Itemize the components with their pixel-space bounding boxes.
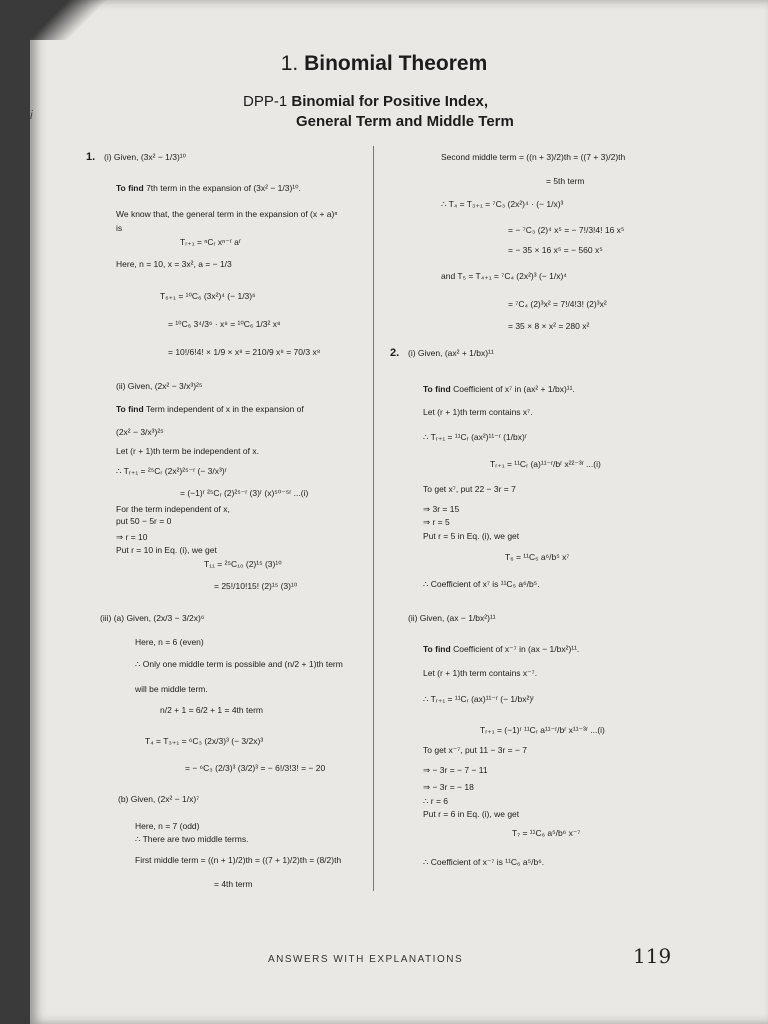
margin-mark: i	[30, 108, 33, 122]
solution-line	[116, 533, 147, 542]
solution-line	[185, 764, 325, 773]
solution-text: Tᵣ₊₁ = ⁿCᵣ xⁿ⁻ʳ aʳ	[180, 237, 241, 247]
solution-line	[116, 517, 171, 526]
solution-line	[441, 200, 563, 209]
solution-line	[441, 272, 567, 281]
solution-text: ∴ Tᵣ₊₁ = ¹¹Cᵣ (ax)¹¹⁻ʳ (− 1/bx²)ʳ	[423, 694, 535, 704]
solution-line	[423, 645, 579, 654]
dpp-label: DPP-1	[243, 93, 288, 110]
dpp-heading	[243, 93, 488, 110]
solution-text: (iii) (a) Given, (2x/3 − 3/2x)⁶	[100, 613, 205, 623]
solution-line	[512, 829, 580, 838]
solution-line	[135, 685, 208, 694]
solution-text: First middle term = ((n + 1)/2)th = ((7 + 1)/2)th = (8/2)th	[135, 855, 342, 865]
solution-text: Tᵣ₊₁ = ¹¹Cᵣ (a)¹¹⁻ʳ/bʳ x²²⁻³ʳ ...(i)	[490, 459, 601, 469]
solution-line	[508, 300, 607, 309]
solution-line	[180, 238, 241, 247]
solution-text: = 35 × 8 × x² = 280 x²	[508, 321, 590, 331]
solution-text: Coefficient of x⁷ in (ax² + 1/bx)¹¹.	[453, 384, 575, 394]
solution-text: will be middle term.	[135, 684, 208, 694]
solution-line	[423, 505, 459, 514]
footer-label: ANSWERS WITH EXPLANATIONS	[268, 954, 464, 965]
solution-text: ∴ Only one middle term is possible and (n/2 + 1)th term	[135, 659, 343, 669]
solution-line	[214, 582, 297, 591]
solution-line	[116, 260, 232, 269]
solution-line	[135, 835, 248, 844]
solution-text: and T₅ = T₄₊₁ = ⁷C₄ (2x²)³ (− 1/x)⁴	[441, 271, 567, 281]
solution-line	[116, 184, 301, 193]
solution-line	[160, 706, 263, 715]
solution-text: Let (r + 1)th term contains x⁻⁷.	[423, 668, 538, 678]
solution-line	[423, 385, 575, 394]
solution-text: We know that, the general term in the expansion of (x + a)ⁿ	[116, 209, 338, 219]
solution-text: = 5th term	[546, 176, 585, 186]
solution-text: ⇒ r = 10	[116, 532, 148, 542]
solution-text: Let (r + 1)th term be independent of x.	[116, 446, 259, 456]
solution-text: ∴ Coefficient of x⁻⁷ is ¹¹C₆ a⁵/b⁶.	[423, 857, 545, 867]
solution-text: n/2 + 1 = 6/2 + 1 = 4th term	[160, 705, 264, 715]
solution-text: ∴ Tᵣ₊₁ = ²⁵Cᵣ (2x²)²⁵⁻ʳ (− 3/x³)ʳ	[116, 466, 227, 476]
solution-line	[160, 292, 256, 301]
solution-line	[423, 433, 527, 442]
solution-text: Here, n = 6 (even)	[135, 637, 204, 647]
solution-text: T₄ = T₃₊₁ = ⁶C₃ (2x/3)³ (− 3/2x)³	[145, 736, 264, 746]
solution-line	[214, 880, 253, 889]
solution-line	[423, 669, 537, 678]
solution-text: (i) Given, (3x² − 1/3)¹⁰	[104, 152, 187, 162]
solution-text: ∴ Coefficient of x⁷ is ¹¹C₅ a⁶/b⁵.	[423, 579, 540, 589]
solution-text: ⇒ r = 5	[423, 517, 450, 527]
solution-line	[104, 153, 186, 162]
solution-line	[423, 518, 450, 527]
solution-line	[423, 810, 519, 819]
solution-text: Tᵣ₊₁ = (−1)ʳ ¹¹Cᵣ a¹¹⁻ʳ/bʳ x¹¹⁻³ʳ ...(i)	[480, 725, 605, 735]
solution-line	[441, 153, 625, 162]
solution-text: To get x⁻⁷, put 11 − 3r = − 7	[423, 745, 528, 755]
solution-line	[204, 560, 282, 569]
solution-text: = 4th term	[214, 879, 253, 889]
solution-line	[135, 660, 343, 669]
dpp-title-line1: Binomial for Positive Index,	[291, 93, 489, 110]
solution-line	[423, 797, 448, 806]
solution-text: Here, n = 7 (odd)	[135, 821, 200, 831]
solution-text: ⇒ − 3r = − 7 − 11	[423, 765, 488, 775]
solution-text: For the term independent of x,	[116, 504, 230, 514]
chapter-name: Binomial Theorem	[304, 52, 488, 75]
solution-line	[490, 460, 601, 469]
solution-text: ⇒ − 3r = − 18	[423, 782, 474, 792]
solution-line	[480, 726, 605, 735]
solution-line	[505, 553, 569, 562]
solution-line	[116, 382, 202, 391]
solution-line	[546, 177, 585, 186]
solution-line	[408, 349, 494, 358]
chapter-number: 1.	[280, 52, 299, 75]
solution-line	[116, 467, 227, 476]
solution-text: = 10!/6!4! × 1/9 × x⁸ = 210/9 x⁸ = 70/3 x⁸	[168, 347, 321, 357]
solution-line	[508, 246, 603, 255]
solution-line	[145, 737, 263, 746]
solution-text: T₇ = ¹¹C₆ a⁵/b⁶ x⁻⁷	[512, 828, 581, 838]
to-find-label: To find	[423, 644, 451, 654]
to-find-label: To find	[116, 183, 144, 193]
solution-text: ∴ T₄ = T₃₊₁ = ⁷C₃ (2x²)⁴ · (− 1/x)³	[441, 199, 564, 209]
question-number: 1.	[86, 151, 96, 163]
solution-line	[423, 746, 527, 755]
solution-text: = ¹⁰C₆ 3⁴/3⁶ · x⁸ = ¹⁰C₆ 1/3² x⁸	[168, 319, 281, 329]
solution-text: = − ⁶C₃ (2/3)³ (3/2)³ = − 6!/3!3! = − 20	[185, 763, 326, 773]
solution-text: (ii) Given, (ax − 1/bx²)¹¹	[408, 613, 496, 623]
solution-text: (i) Given, (ax² + 1/bx)¹¹	[408, 348, 494, 358]
solution-line	[135, 822, 200, 831]
solution-text: Here, n = 10, x = 3x², a = − 1/3	[116, 259, 232, 269]
solution-text: T₁₁ = ²⁵C₁₀ (2)¹⁵ (3)¹⁰	[204, 559, 282, 569]
solution-line	[423, 766, 488, 775]
solution-line	[118, 795, 199, 804]
solution-line	[135, 638, 204, 647]
solution-line	[508, 226, 624, 235]
solution-text: (ii) Given, (2x² − 3/x³)²⁵	[116, 381, 203, 391]
solution-line	[168, 348, 320, 357]
page-number: 119	[633, 944, 672, 968]
solution-text: is	[116, 223, 123, 233]
solution-line	[116, 224, 122, 233]
solution-text: Let (r + 1)th term contains x⁷.	[423, 407, 533, 417]
solution-text: Put r = 6 in Eq. (i), we get	[423, 809, 520, 819]
solution-text: ∴ r = 6	[423, 796, 449, 806]
solution-line	[423, 858, 544, 867]
solution-line	[423, 580, 540, 589]
solution-line	[135, 856, 341, 865]
solution-line	[423, 532, 519, 541]
solution-text: = − 35 × 16 x⁵ = − 560 x⁵	[508, 245, 603, 255]
column-divider	[373, 146, 374, 891]
solution-text: Second middle term = ((n + 3)/2)th = ((7 + 3)/2)th	[441, 152, 626, 162]
chapter-title	[0, 52, 768, 76]
solution-text: 7th term in the expansion of (3x² − 1/3)¹⁰.	[146, 183, 301, 193]
dpp-title-line2: General Term and Middle Term	[296, 113, 514, 130]
solution-line	[116, 505, 230, 514]
solution-text: Put r = 10 in Eq. (i), we get	[116, 545, 217, 555]
solution-line	[423, 783, 474, 792]
solution-text: (2x² − 3/x³)²⁵	[116, 427, 164, 437]
solution-text: = − ⁷C₃ (2)⁴ x⁵ = − 7!/3!4! 16 x⁵	[508, 225, 625, 235]
page-curl-shadow	[30, 0, 120, 40]
solution-line	[508, 322, 589, 331]
solution-text: ∴ There are two middle terms.	[135, 834, 249, 844]
solution-text: put 50 − 5r = 0	[116, 516, 172, 526]
solution-line	[116, 405, 304, 414]
solution-text: = 25!/10!15! (2)¹⁵ (3)¹⁰	[214, 581, 298, 591]
question-number: 2.	[390, 347, 400, 359]
solution-line	[100, 614, 204, 623]
to-find-label: To find	[423, 384, 451, 394]
solution-text: ⇒ 3r = 15	[423, 504, 460, 514]
solution-text: ∴ Tᵣ₊₁ = ¹¹Cᵣ (ax²)¹¹⁻ʳ (1/bx)ʳ	[423, 432, 527, 442]
solution-text: To get x⁷, put 22 − 3r = 7	[423, 484, 516, 494]
solution-text: Put r = 5 in Eq. (i), we get	[423, 531, 520, 541]
solution-line	[423, 408, 533, 417]
solution-line	[423, 695, 534, 704]
solution-text: = ⁷C₄ (2)³x² = 7!/4!3! (2)³x²	[508, 299, 607, 309]
solution-text: T₆ = ¹¹C₅ a⁶/b⁵ x⁷	[505, 552, 570, 562]
solution-line	[116, 210, 337, 219]
solution-text: Term independent of x in the expansion of	[145, 404, 304, 414]
solution-line	[116, 546, 217, 555]
solution-line	[116, 428, 164, 437]
solution-line	[408, 614, 496, 623]
to-find-label: To find	[116, 404, 144, 414]
solution-line	[116, 447, 259, 456]
solution-line	[168, 320, 281, 329]
solution-text: T₆₊₁ = ¹⁰C₆ (3x²)⁴ (− 1/3)⁶	[160, 291, 256, 301]
solution-text: = (−1)ʳ ²⁵Cᵣ (2)²⁵⁻ʳ (3)ʳ (x)⁵⁰⁻⁵ʳ ...(i)	[180, 488, 309, 498]
solution-text: (b) Given, (2x² − 1/x)⁷	[118, 794, 200, 804]
solution-line	[423, 485, 516, 494]
solution-text: Coefficient of x⁻⁷ in (ax − 1/bx²)¹¹.	[453, 644, 580, 654]
solution-line	[180, 489, 308, 498]
